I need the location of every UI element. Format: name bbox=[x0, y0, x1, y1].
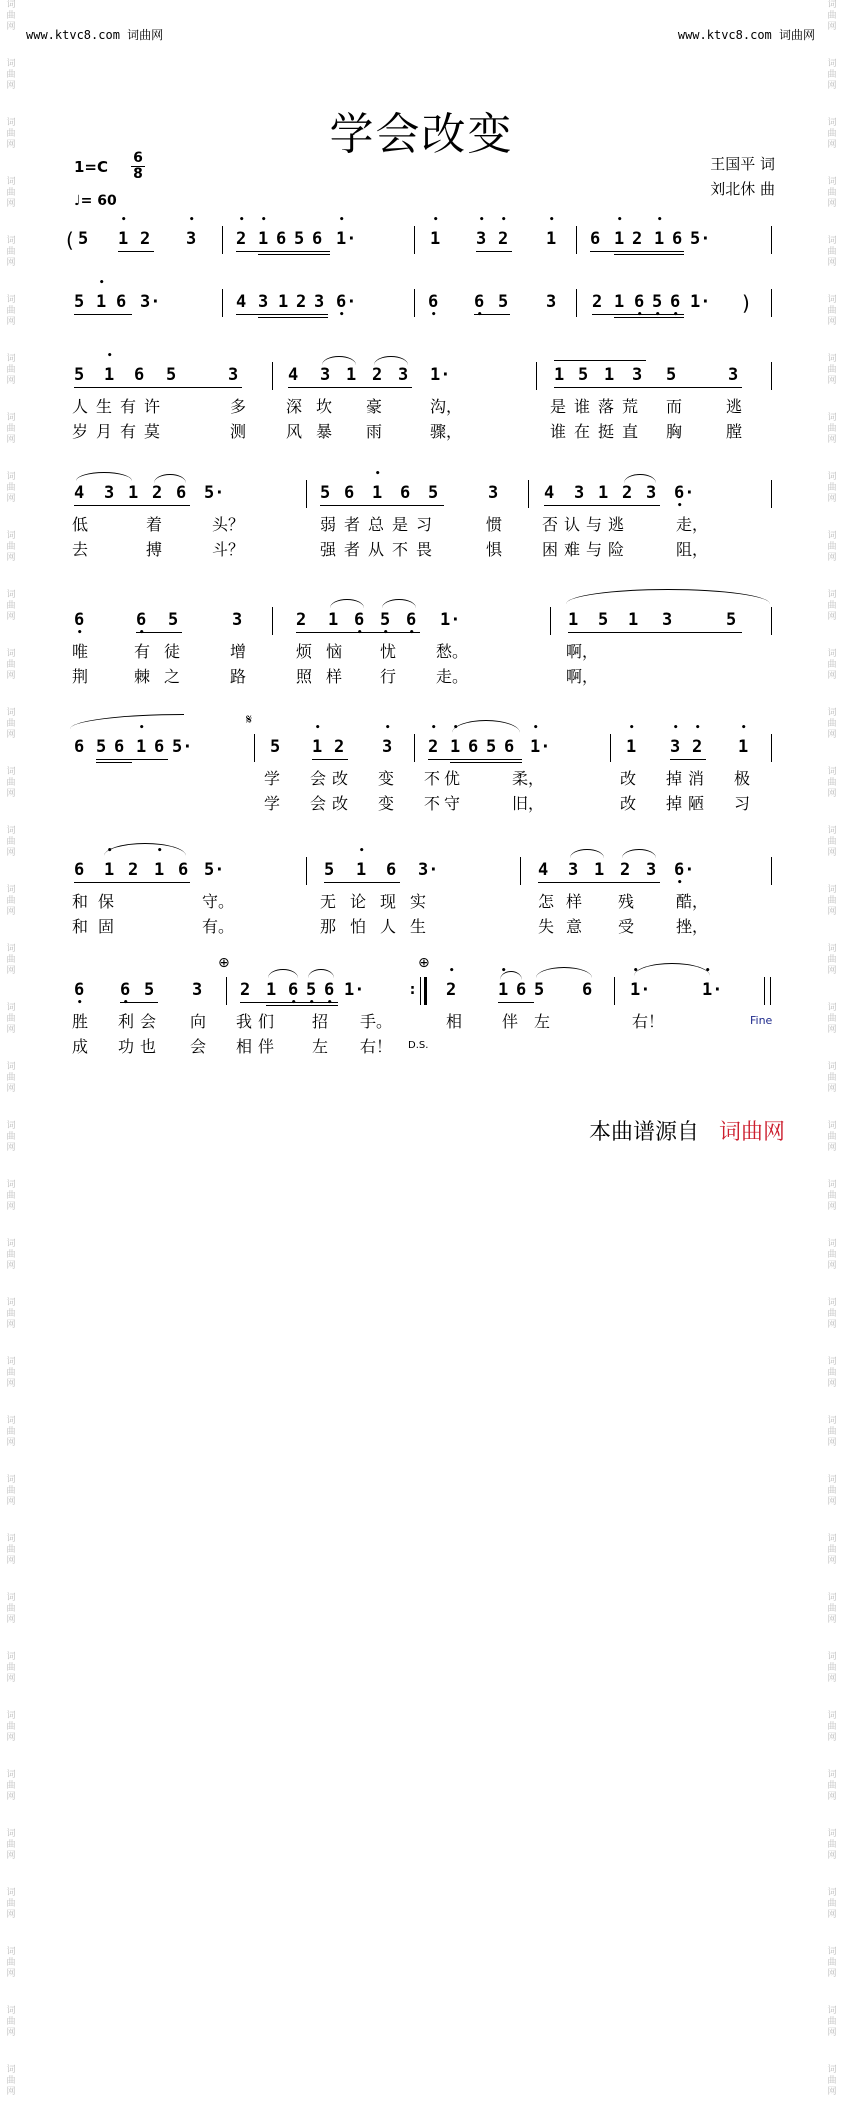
note: 5 bbox=[74, 365, 85, 385]
barline bbox=[771, 607, 772, 635]
barline bbox=[771, 289, 772, 317]
note: • 3 bbox=[670, 737, 680, 757]
source-text: 本曲谱源自 bbox=[589, 1120, 700, 1145]
note: 6 • bbox=[288, 980, 298, 1000]
note: 6 • bbox=[136, 610, 146, 630]
note: 6 bbox=[504, 737, 515, 757]
note: 5· bbox=[690, 229, 711, 249]
note: 6 • bbox=[670, 292, 680, 312]
note: 2 bbox=[592, 292, 603, 312]
note: 5· bbox=[172, 737, 193, 757]
repeat-barline bbox=[420, 977, 421, 1005]
note: 6 bbox=[400, 483, 411, 503]
note: 6· • bbox=[674, 860, 694, 880]
note: 6 bbox=[154, 737, 165, 757]
note: 1 bbox=[604, 365, 615, 385]
note: 3 bbox=[258, 292, 269, 312]
note: • 1 bbox=[154, 860, 164, 880]
score-line-3: 5 • 1 6 5 3 4 3 1 2 3 1· 1 5 1 3 5 3 人生有许 多 深坎 豪 沟， 是谁落荒 而 逃 岁月有莫 测 风暴 雨 骤， 谁在挺直 胸 膛 bbox=[0, 362, 843, 412]
barline bbox=[414, 734, 415, 762]
barline bbox=[550, 607, 551, 635]
note: 6 bbox=[178, 860, 189, 880]
note: • 1 bbox=[118, 229, 128, 249]
note: 5 bbox=[270, 737, 281, 757]
note: 3 bbox=[662, 610, 673, 630]
coda-mark-2: ⊕ bbox=[418, 955, 430, 971]
note: 2 bbox=[334, 737, 345, 757]
note: 5 bbox=[428, 483, 439, 503]
barline bbox=[771, 857, 772, 885]
note: • 1 bbox=[136, 737, 146, 757]
note: 5· bbox=[204, 483, 225, 503]
note: 6 • bbox=[428, 292, 438, 312]
note: 1 bbox=[278, 292, 289, 312]
note: 6 bbox=[116, 292, 127, 312]
barline bbox=[576, 226, 577, 254]
source-brand-link[interactable]: 词曲网 bbox=[719, 1120, 786, 1145]
repeat-dots: : bbox=[408, 980, 418, 998]
note: 6· • bbox=[674, 483, 694, 503]
note: 2 bbox=[240, 980, 251, 1000]
note: 5 bbox=[486, 737, 497, 757]
note: 1 bbox=[346, 365, 357, 385]
note: 6 • bbox=[474, 292, 484, 312]
left-watermark-strip: 词 曲 网 词 曲 网 词 曲 网 词 曲 网 词 曲 网 词 曲 网 词 曲 网 词 曲 网 词 曲 网 词 曲 网 词 曲 网 词 曲 网 词 曲 网 词 曲 网 词 曲 网 词 曲 网 词 曲 网 词 曲 网 词 曲 网 词 曲 网 词 曲 网 词 曲 网 词 曲 网 词 曲 网 词 曲 网 词 曲 网 词 曲 网 词 曲 网 词 曲 网 词 曲 网 词 曲 网 词 曲 网 词 曲 网 词 曲 网 词 曲 网 词 曲 网 bbox=[6, 0, 16, 2097]
note: • 1 bbox=[614, 229, 624, 249]
final-barline bbox=[764, 977, 765, 1005]
note: 3 bbox=[104, 483, 115, 503]
note: 2 bbox=[128, 860, 139, 880]
note: • 1 bbox=[372, 483, 382, 503]
time-signature bbox=[131, 151, 145, 182]
note: 6 bbox=[672, 229, 683, 249]
barline bbox=[771, 734, 772, 762]
note: • 2 bbox=[446, 980, 456, 1000]
coda-mark: ⊕ bbox=[218, 955, 230, 971]
note: 1 bbox=[568, 610, 579, 630]
note: 6 • bbox=[634, 292, 644, 312]
note: 1 bbox=[128, 483, 139, 503]
note: 6 • bbox=[354, 610, 364, 630]
note: 2 bbox=[632, 229, 643, 249]
tempo-marking: ♩= 60 bbox=[74, 193, 117, 209]
close-paren: ) bbox=[742, 291, 750, 315]
note: 5 bbox=[534, 980, 545, 1000]
note: 5 • bbox=[652, 292, 662, 312]
note: • 3 bbox=[382, 737, 392, 757]
note: 5 bbox=[598, 610, 609, 630]
note: • 1 bbox=[546, 229, 556, 249]
barline bbox=[771, 226, 772, 254]
note: 5 bbox=[74, 292, 85, 312]
barline bbox=[528, 480, 529, 508]
ds-marking: D.S. bbox=[408, 1040, 429, 1051]
note: 6 bbox=[74, 860, 85, 880]
note: 6 bbox=[582, 980, 593, 1000]
final-barline-2 bbox=[770, 977, 771, 1005]
site-url-right[interactable]: www.ktvc8.com 词曲网 bbox=[677, 28, 815, 42]
composer-credit: 刘北休 曲 bbox=[710, 180, 775, 198]
note: 3· bbox=[418, 860, 439, 880]
barline bbox=[771, 480, 772, 508]
note: 5 bbox=[726, 610, 737, 630]
barline bbox=[222, 289, 223, 317]
note: 5 bbox=[78, 229, 89, 249]
note: • 1 bbox=[96, 292, 106, 312]
note: 3 bbox=[632, 365, 643, 385]
score-line-6: 6 5 6 • 1 6 5· 𝄋 5 • 1 2 • 3 • 2 • 1 6 5 6 • 1· • 1 • 3 • 2 • 1 学 会改 变 不优 柔， 改 掉消 极 学 会改 变 不守 旧， 改 掉陋 习 bbox=[0, 734, 843, 784]
barline bbox=[222, 226, 223, 254]
note: • 1 bbox=[356, 860, 366, 880]
note: 5 bbox=[168, 610, 179, 630]
note: 1 bbox=[628, 610, 639, 630]
note: 2 bbox=[296, 610, 307, 630]
site-url-left[interactable]: www.ktvc8.com 词曲网 bbox=[26, 28, 164, 42]
score-line-1 bbox=[0, 226, 843, 276]
note: 4 bbox=[544, 483, 555, 503]
note: 5 bbox=[320, 483, 331, 503]
song-title: 学会改变 bbox=[329, 109, 514, 160]
note: 5 • bbox=[380, 610, 390, 630]
barline bbox=[771, 362, 772, 390]
note: 2 bbox=[296, 292, 307, 312]
note: 2 bbox=[620, 860, 631, 880]
key-signature: 1=C bbox=[74, 158, 109, 176]
barline bbox=[520, 857, 521, 885]
note: 4 bbox=[538, 860, 549, 880]
note: 6 bbox=[276, 229, 287, 249]
note: • 1 bbox=[654, 229, 664, 249]
note: 6 bbox=[134, 365, 145, 385]
score-line-7: 6 • 1 2 • 1 6 5· 5 • 1 6 3· 4 3 1 2 3 6· • 和保 守。 无论现实 怎样 残 酷， 和固 有。 那怕人生 失意 受 挫， bbox=[0, 857, 843, 907]
note: • 2 bbox=[692, 737, 702, 757]
note: • 1· bbox=[530, 737, 550, 757]
note: 3 bbox=[574, 483, 585, 503]
note: • 1 bbox=[104, 365, 114, 385]
note: 6· • bbox=[336, 292, 356, 312]
note: 3 bbox=[728, 365, 739, 385]
barline bbox=[226, 977, 227, 1005]
note: 5· bbox=[204, 860, 225, 880]
note: 3 bbox=[398, 365, 409, 385]
note: • 1 bbox=[626, 737, 636, 757]
barline bbox=[254, 734, 255, 762]
right-watermark-strip: 词 曲 网 词 曲 网 词 曲 网 词 曲 网 词 曲 网 词 曲 网 词 曲 网 词 曲 网 词 曲 网 词 曲 网 词 曲 网 词 曲 网 词 曲 网 词 曲 网 词 曲 网 词 曲 网 词 曲 网 词 曲 网 词 曲 网 词 曲 网 词 曲 网 词 曲 网 词 曲 网 词 曲 网 词 曲 网 词 曲 网 词 曲 网 词 曲 网 词 曲 网 词 曲 网 词 曲 网 词 曲 网 词 曲 网 词 曲 网 词 曲 网 词 曲 网 bbox=[827, 0, 837, 2097]
open-paren: ( bbox=[66, 228, 74, 252]
note: 6 bbox=[386, 860, 397, 880]
note: • 1· bbox=[702, 980, 722, 1000]
note: 3 bbox=[546, 292, 557, 312]
note: 6 bbox=[468, 737, 479, 757]
barline bbox=[272, 362, 273, 390]
note: 6 bbox=[312, 229, 323, 249]
note: 1· bbox=[344, 980, 365, 1000]
segno-mark: 𝄋 bbox=[246, 712, 253, 728]
note: 1 bbox=[554, 365, 565, 385]
note: 1· bbox=[690, 292, 711, 312]
note: • 1· bbox=[630, 980, 650, 1000]
note: 3 bbox=[488, 483, 499, 503]
note: • 1 bbox=[450, 737, 460, 757]
note: • 2 bbox=[236, 229, 246, 249]
note: 4 bbox=[236, 292, 247, 312]
note: 6 bbox=[74, 737, 85, 757]
note: 1 bbox=[328, 610, 339, 630]
note: 1 bbox=[598, 483, 609, 503]
note: 5 bbox=[294, 229, 305, 249]
source-attribution bbox=[589, 1115, 785, 1146]
note: • 3 bbox=[476, 229, 486, 249]
note: • 1 bbox=[738, 737, 748, 757]
note: 5 bbox=[498, 292, 509, 312]
score-line-5: 6 • 6 • 5 3 2 1 6 • 5 • 6 • 1· 1 5 1 3 5 唯 有徒 增 烦恼 忧 愁。 啊， 荆 棘之 路 照样 行 走。 啊， bbox=[0, 607, 843, 657]
note: 2 bbox=[622, 483, 633, 503]
note: • 1 bbox=[312, 737, 322, 757]
note: 6 bbox=[344, 483, 355, 503]
note: • 1 bbox=[430, 229, 440, 249]
score-line-4: 4 3 1 2 6 5· 5 6 • 1 6 5 3 4 3 1 2 3 6· • 低 着 头？ 弱者总是习 惯 否认与逃 走， 去 搏 斗？ 强者从不畏 惧 困难与险 阻， bbox=[0, 480, 843, 530]
barline bbox=[272, 607, 273, 635]
score-line-2 bbox=[0, 289, 843, 339]
note: 5 bbox=[666, 365, 677, 385]
note: • 1 bbox=[498, 980, 508, 1000]
note: 5 bbox=[324, 860, 335, 880]
note: 3 bbox=[646, 860, 657, 880]
repeat-barline-thick bbox=[424, 977, 427, 1005]
barline bbox=[610, 734, 611, 762]
note: 1· bbox=[430, 365, 451, 385]
meter-top: 6 bbox=[133, 150, 143, 166]
note: 3 bbox=[228, 365, 239, 385]
note: • 1· bbox=[336, 229, 356, 249]
note: 3 bbox=[232, 610, 243, 630]
note: 3 bbox=[192, 980, 203, 1000]
barline bbox=[614, 977, 615, 1005]
note: 4 bbox=[288, 365, 299, 385]
note: • 1 bbox=[104, 860, 114, 880]
note: 3· bbox=[140, 292, 161, 312]
note: 1 bbox=[266, 980, 277, 1000]
note: 5 bbox=[144, 980, 155, 1000]
note: 3 bbox=[568, 860, 579, 880]
note: 2 bbox=[372, 365, 383, 385]
note: • 2 bbox=[428, 737, 438, 757]
note: 4 bbox=[74, 483, 85, 503]
note: 3 bbox=[320, 365, 331, 385]
note: 2 bbox=[152, 483, 163, 503]
note: 6 bbox=[114, 737, 125, 757]
barline bbox=[306, 857, 307, 885]
note: • 2 bbox=[498, 229, 508, 249]
note: 5 bbox=[166, 365, 177, 385]
barline bbox=[414, 226, 415, 254]
note: 1· bbox=[440, 610, 461, 630]
note: 1 bbox=[614, 292, 625, 312]
note: 6 • bbox=[324, 980, 334, 1000]
note: 5 • bbox=[306, 980, 316, 1000]
barline bbox=[536, 362, 537, 390]
note: 6 bbox=[176, 483, 187, 503]
barline bbox=[576, 289, 577, 317]
note: 5 bbox=[578, 365, 589, 385]
meter-bottom: 8 bbox=[131, 166, 145, 182]
note: 2 bbox=[140, 229, 151, 249]
note: 3 bbox=[314, 292, 325, 312]
score-line-8: 6 • 6 • 5 3 ⊕ 2 1 6 • 5 • 6 • 1· ⊕ : • 2 • 1 6 5 6 • 1· • 1· 胜 利会 向 我们 招 手。 相 伴 左 右！ Fine 成 功也 会 相伴 左 右！ D.S. bbox=[0, 977, 843, 1027]
note: 6 • bbox=[74, 980, 84, 1000]
barline bbox=[306, 480, 307, 508]
lyricist-credit: 王国平 词 bbox=[710, 155, 775, 173]
note: 6 bbox=[516, 980, 527, 1000]
note: 6 bbox=[590, 229, 601, 249]
note: 3 bbox=[646, 483, 657, 503]
note: • 3 bbox=[186, 229, 196, 249]
note: • 1 bbox=[258, 229, 268, 249]
note: 6 • bbox=[120, 980, 130, 1000]
note: 6 • bbox=[406, 610, 416, 630]
barline bbox=[414, 289, 415, 317]
note: 6 • bbox=[74, 610, 84, 630]
fine-marking: Fine bbox=[750, 1014, 773, 1027]
note: 1 bbox=[594, 860, 605, 880]
note: 5 bbox=[96, 737, 107, 757]
